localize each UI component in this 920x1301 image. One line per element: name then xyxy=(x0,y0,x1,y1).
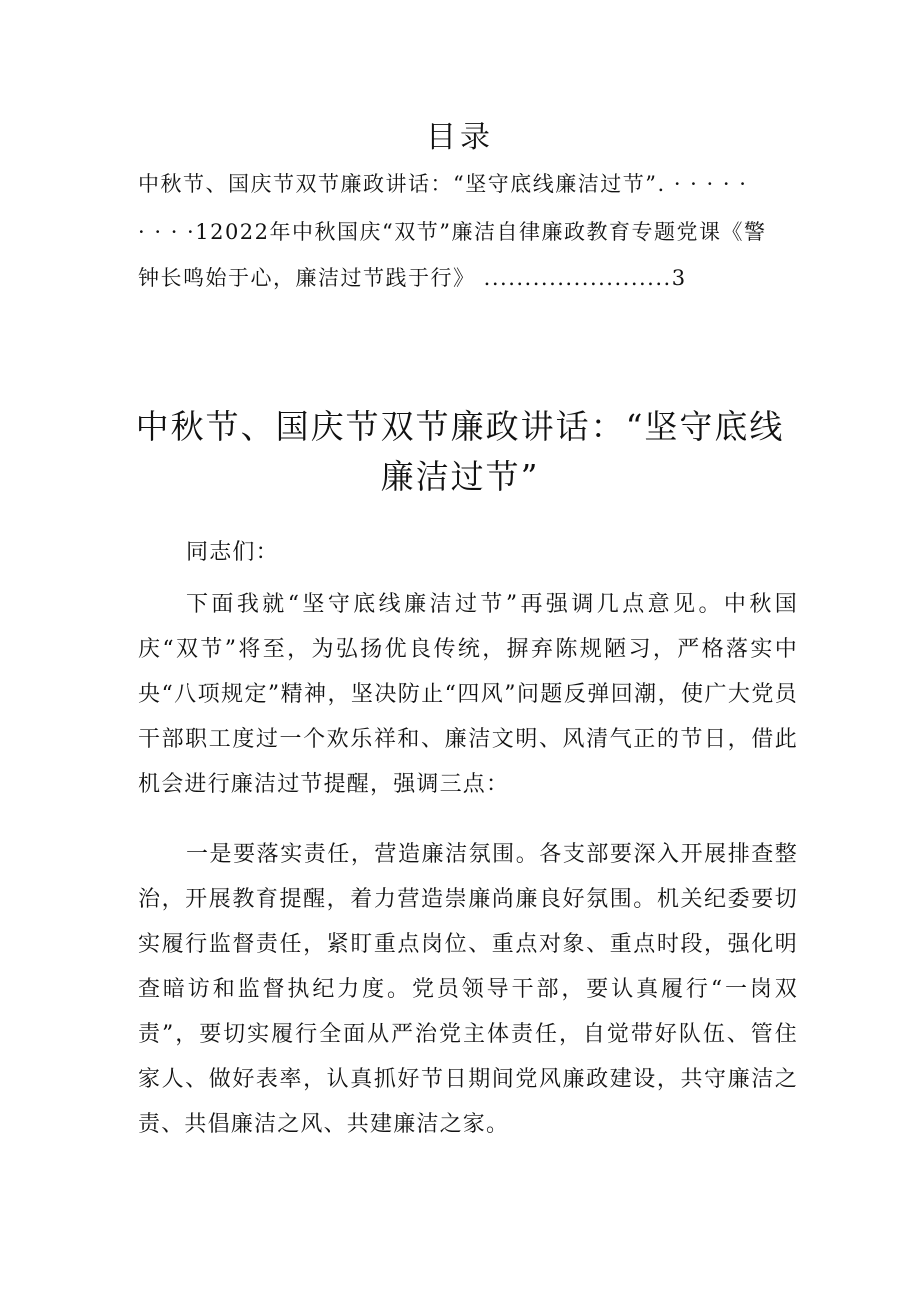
salutation: 同志们： xyxy=(186,540,279,565)
paragraph-2: 一是要落实责任，营造廉洁氛围。各支部要深入开展排查整治，开展教育提醒，着力营造崇廉尚廉良好氛围。机关纪委要切实履行监督责任，紧盯重点岗位、重点对象、重点时段，强化明查暗访和监督执纪力度。党员领导干部，要认真履行“一岗双责”，要切实履行全面从严治党主体责任，自觉带好队伍、管住家人、做好表率，认真抓好节日期间党风廉政建设，共守廉洁之责、共倡廉洁之风、共建廉洁之家。 xyxy=(138,842,798,1137)
paragraph-1: 下面我就“坚守底线廉洁过节”再强调几点意见。中秋国庆“双节”将至，为弘扬优良传统，摒弃陈规陋习，严格落实中央“八项规定”精神，坚决防止“四风”问题反弹回潮，使广大党员干部职工度过一个欢乐祥和、廉洁文明、风清气正的节日，借此机会进行廉洁过节提醒，强调三点： xyxy=(138,592,798,797)
article-title-line-2: 廉洁过节” xyxy=(380,457,540,496)
toc-entry-2[interactable]: · · · ·12022年中秋国庆“双节”廉洁自律廉政教育专题党课《警 xyxy=(138,220,767,244)
article-title-line-1: 中秋节、国庆节双节廉政讲话：“坚守底线 xyxy=(135,407,785,446)
toc-heading: 目录 xyxy=(426,120,494,155)
toc-entry-1[interactable]: 中秋节、国庆节双节廉政讲话：“坚守底线廉洁过节”. · · · · · xyxy=(138,172,748,196)
toc-entry-2-continued[interactable]: 钟长鸣始于心，廉洁过节践于行》 .......................3 xyxy=(138,266,687,290)
